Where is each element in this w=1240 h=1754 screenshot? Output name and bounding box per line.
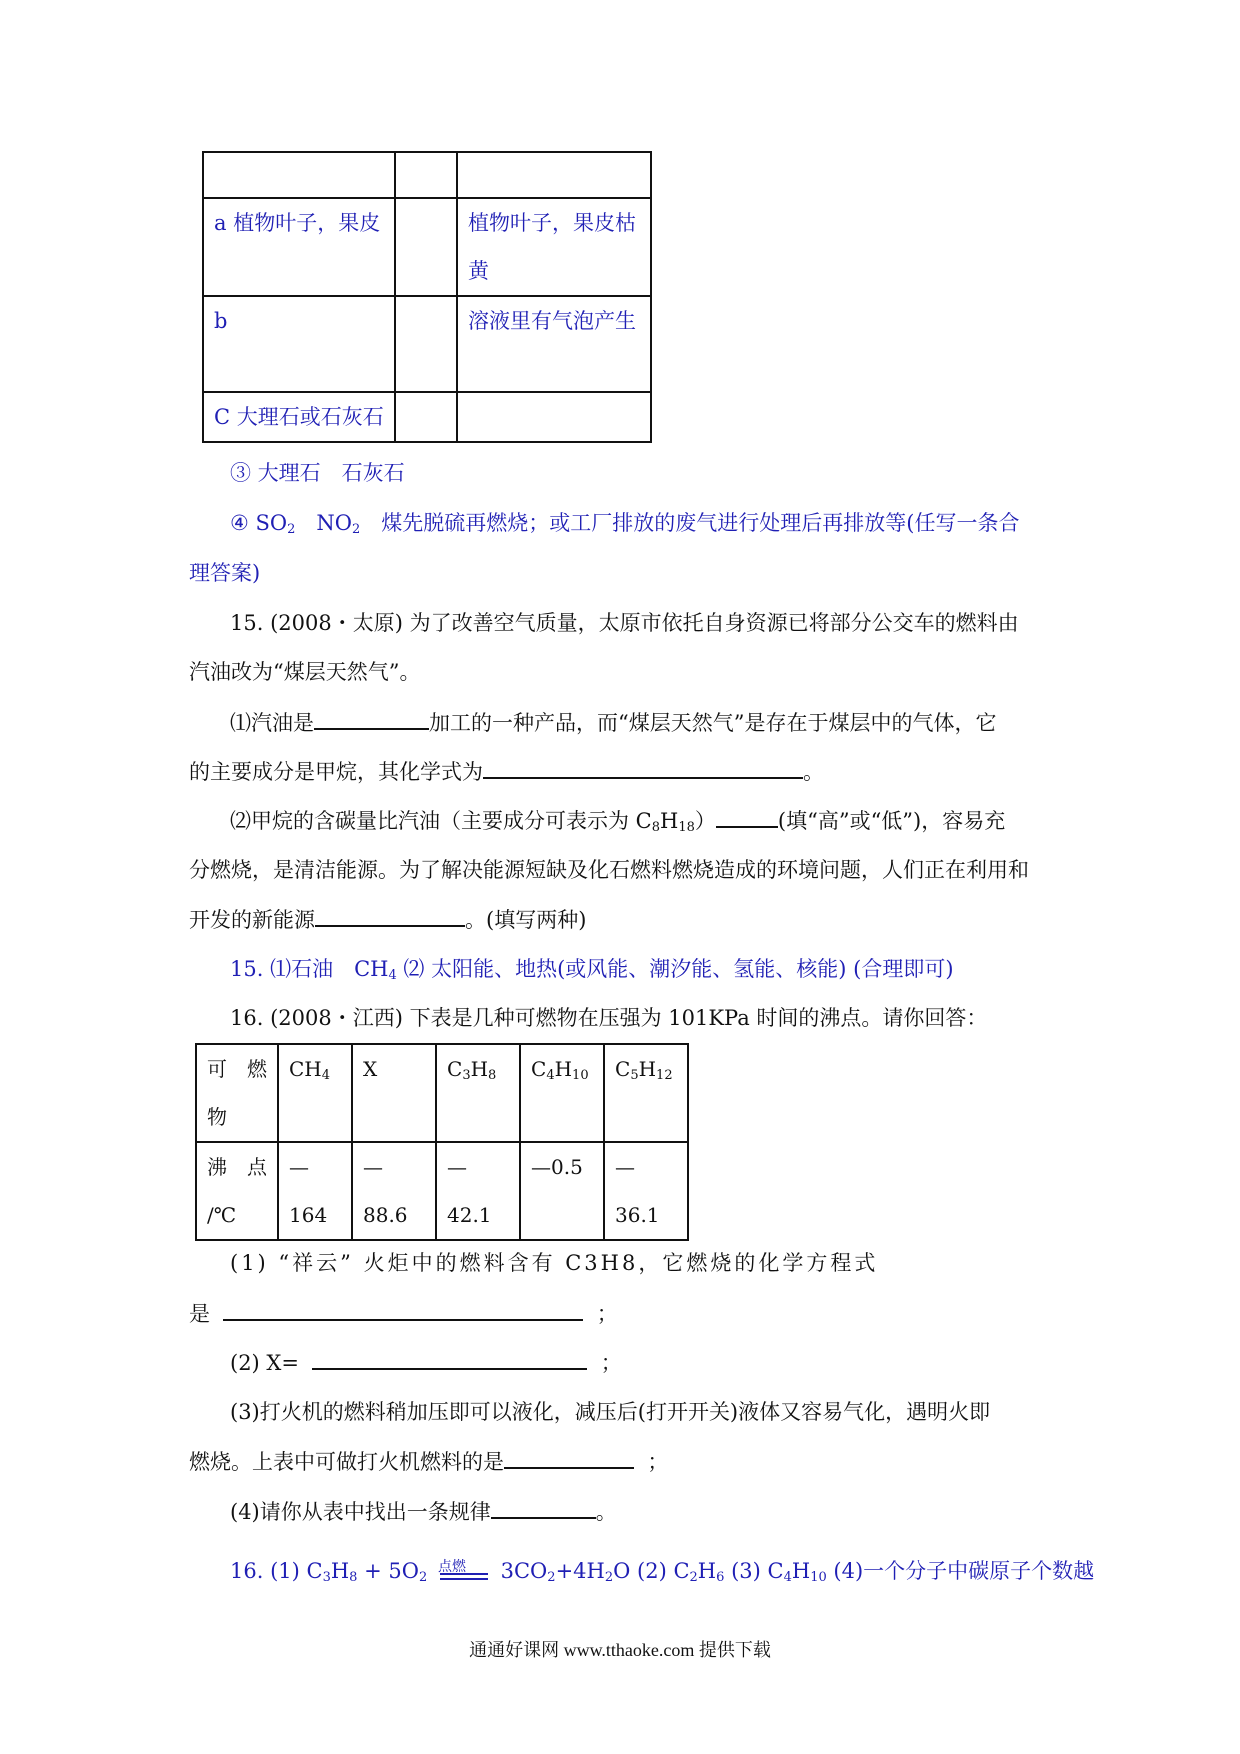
answer-blank[interactable]: [491, 1497, 596, 1519]
table-header-cell: $C_3H_8$: [436, 1044, 520, 1142]
q16-part4-a: (4)请你从表中找出一条规律: [230, 1500, 491, 1524]
answer-4-so2: ④ SO: [230, 511, 288, 535]
q15-line1: 15. (2008・太原) 为了改善空气质量，太原市依托自身资源已将部分公交车的燃料由: [230, 611, 1019, 635]
experiment-table: [202, 151, 652, 443]
q16-answer-b: + 5O: [357, 1559, 419, 1583]
q15-line2: 汽油改为“煤层天然气”。: [189, 660, 421, 684]
q15-part1-b: 加工的一种产品，而“煤层天然气”是存在于煤层中的气体，它: [429, 711, 997, 735]
q16-part2-b: ；: [600, 1351, 622, 1375]
q16-answer-f: (3) C: [724, 1559, 784, 1583]
table-cell: [395, 392, 457, 442]
answer-4-no2: NO: [295, 511, 352, 535]
reaction-arrow: [434, 1557, 494, 1585]
q15-part1-d: 。: [803, 760, 824, 784]
q16-answer: 16. (1) $C_3H_8 + 5O_2$ 点燃 $3CO_2+4H_2O$ (2) $C_2H_6$ (3) $C_4H_{10}$ (4)一个分子中碳原子个数越: [230, 1557, 1110, 1585]
q16-part4: [230, 1497, 1110, 1526]
q16-part1-a: 是: [189, 1302, 210, 1326]
table-cell: — 164: [278, 1142, 352, 1240]
table-cell: —0.5: [520, 1142, 604, 1240]
q16-answer-c: 3CO: [493, 1559, 548, 1583]
q15-part2-line3-a: 开发的新能源: [189, 908, 315, 932]
q15-answer: [230, 955, 1110, 983]
boiling-point-table: [195, 1043, 689, 1241]
q16-part1-b: ；: [596, 1302, 618, 1326]
table-cell: 植物叶子，果皮枯黄: [457, 198, 651, 296]
table-cell: [395, 152, 457, 198]
reaction-condition: 点燃: [437, 1559, 466, 1575]
q16-part1: (1) “祥云” 火炬中的燃料含有 C3H8，它燃烧的化学方程式: [230, 1251, 879, 1275]
table-cell: 溶液里有气泡产生: [457, 296, 651, 392]
answer-blank[interactable]: [314, 708, 429, 730]
q15-part2-line2: 分燃烧，是清洁能源。为了解决能源短缺及化石燃料燃烧造成的环境问题，人们正在利用和: [189, 858, 1029, 882]
answer-blank[interactable]: [483, 757, 803, 779]
answer-blank[interactable]: [315, 905, 465, 927]
table-row: [203, 296, 651, 392]
q16-part2-a: (2) X=: [230, 1351, 299, 1375]
answer-4-line1: ④ $SO_2$ $NO_2$ 煤先脱硫再燃烧；或工厂排放的废气进行处理后再排放等(任写一条合: [230, 511, 1020, 537]
table-cell: [457, 152, 651, 198]
q15-part2-line3-b: 。(填写两种): [465, 908, 587, 932]
q15-part2-sub1: 8: [651, 820, 661, 835]
q15-part2-c: (填“高”或“低”)，容易充: [777, 809, 1006, 833]
table-cell: — 88.6: [352, 1142, 436, 1240]
answer-3: ③ 大理石 石灰石: [230, 461, 405, 485]
answer-4-text: 煤先脱硫再燃烧；或工厂排放的废气进行处理后再排放等(任写一条合: [360, 511, 1020, 535]
q16-answer-e: O (2) C: [613, 1559, 690, 1583]
table-row: [203, 392, 651, 442]
q15-part1-a: ⑴汽油是: [230, 711, 314, 735]
q15-answer-a: 15. ⑴石油 CH: [230, 957, 389, 981]
answer-blank[interactable]: [504, 1447, 634, 1469]
answer-blank[interactable]: [223, 1299, 583, 1321]
table-cell: 沸 点 /℃: [196, 1142, 278, 1240]
table-row: [203, 152, 651, 198]
q16-part3-b: ；: [647, 1450, 669, 1474]
table-header-cell: $C_4H_{10}$: [520, 1044, 604, 1142]
answer-blank[interactable]: [716, 806, 778, 828]
q15-part2-h: H: [660, 809, 679, 833]
answer-blank[interactable]: [312, 1348, 587, 1370]
q15-answer-b: ⑵ 太阳能、地热(或风能、潮汐能、氢能、核能) (合理即可): [396, 957, 954, 981]
answer-4-line2: 理答案): [189, 561, 261, 585]
q15-part1: [230, 708, 1110, 737]
table-cell: [457, 392, 651, 442]
page-footer: 通通好课网 www.tthaoke.com 提供下载: [469, 1640, 771, 1660]
q16-part4-b: 。: [595, 1500, 617, 1524]
q16-part3-a: 燃烧。上表中可做打火机燃料的是: [189, 1450, 504, 1474]
table-header-cell: $C_5H_{12}$: [604, 1044, 688, 1142]
table-row: [196, 1044, 688, 1142]
table-header-cell: 可 燃 物: [196, 1044, 278, 1142]
q15-answer-sub: 4: [388, 968, 397, 983]
q16-part3-line2: [189, 1447, 1069, 1476]
table-cell: — 42.1: [436, 1142, 520, 1240]
q15-part2-sub2: 18: [678, 820, 695, 835]
table-cell: C 大理石或石灰石: [203, 392, 395, 442]
q15-part2: [230, 806, 1110, 835]
table-row: [203, 198, 651, 296]
table-header-cell: $CH_4$: [278, 1044, 352, 1142]
q16-answer-g: (4)一个分子中碳原子个数越: [826, 1559, 1095, 1583]
q15-part2-b: ）: [694, 809, 716, 833]
table-cell: [203, 152, 395, 198]
q16-part3: (3)打火机的燃料稍加压即可以液化，减压后(打开开关)液体又容易气化，遇明火即: [230, 1400, 991, 1424]
table-cell: b: [203, 296, 395, 392]
q15-part2-a: ⑵甲烷的含碳量比汽油（主要成分可表示为 C: [230, 809, 652, 833]
table-header-cell: X: [352, 1044, 436, 1142]
q16-answer-d: +4H: [555, 1559, 605, 1583]
q15-part1-line2: [189, 757, 1069, 786]
table-cell: — 36.1: [604, 1142, 688, 1240]
table-cell: [395, 296, 457, 392]
q16-part2: [230, 1348, 1110, 1377]
q15-part1-c: 的主要成分是甲烷，其化学式为: [189, 760, 483, 784]
q16-part1-line2: [189, 1299, 1069, 1328]
q16-answer-a: 16. (1) C: [230, 1559, 323, 1583]
table-cell: a 植物叶子，果皮: [203, 198, 395, 296]
q16-line1: 16. (2008・江西) 下表是几种可燃物在压强为 101KPa 时间的沸点。请你回答：: [230, 1006, 988, 1030]
table-row: [196, 1142, 688, 1240]
q15-part2-line3: [189, 905, 1069, 934]
table-cell: [395, 198, 457, 296]
